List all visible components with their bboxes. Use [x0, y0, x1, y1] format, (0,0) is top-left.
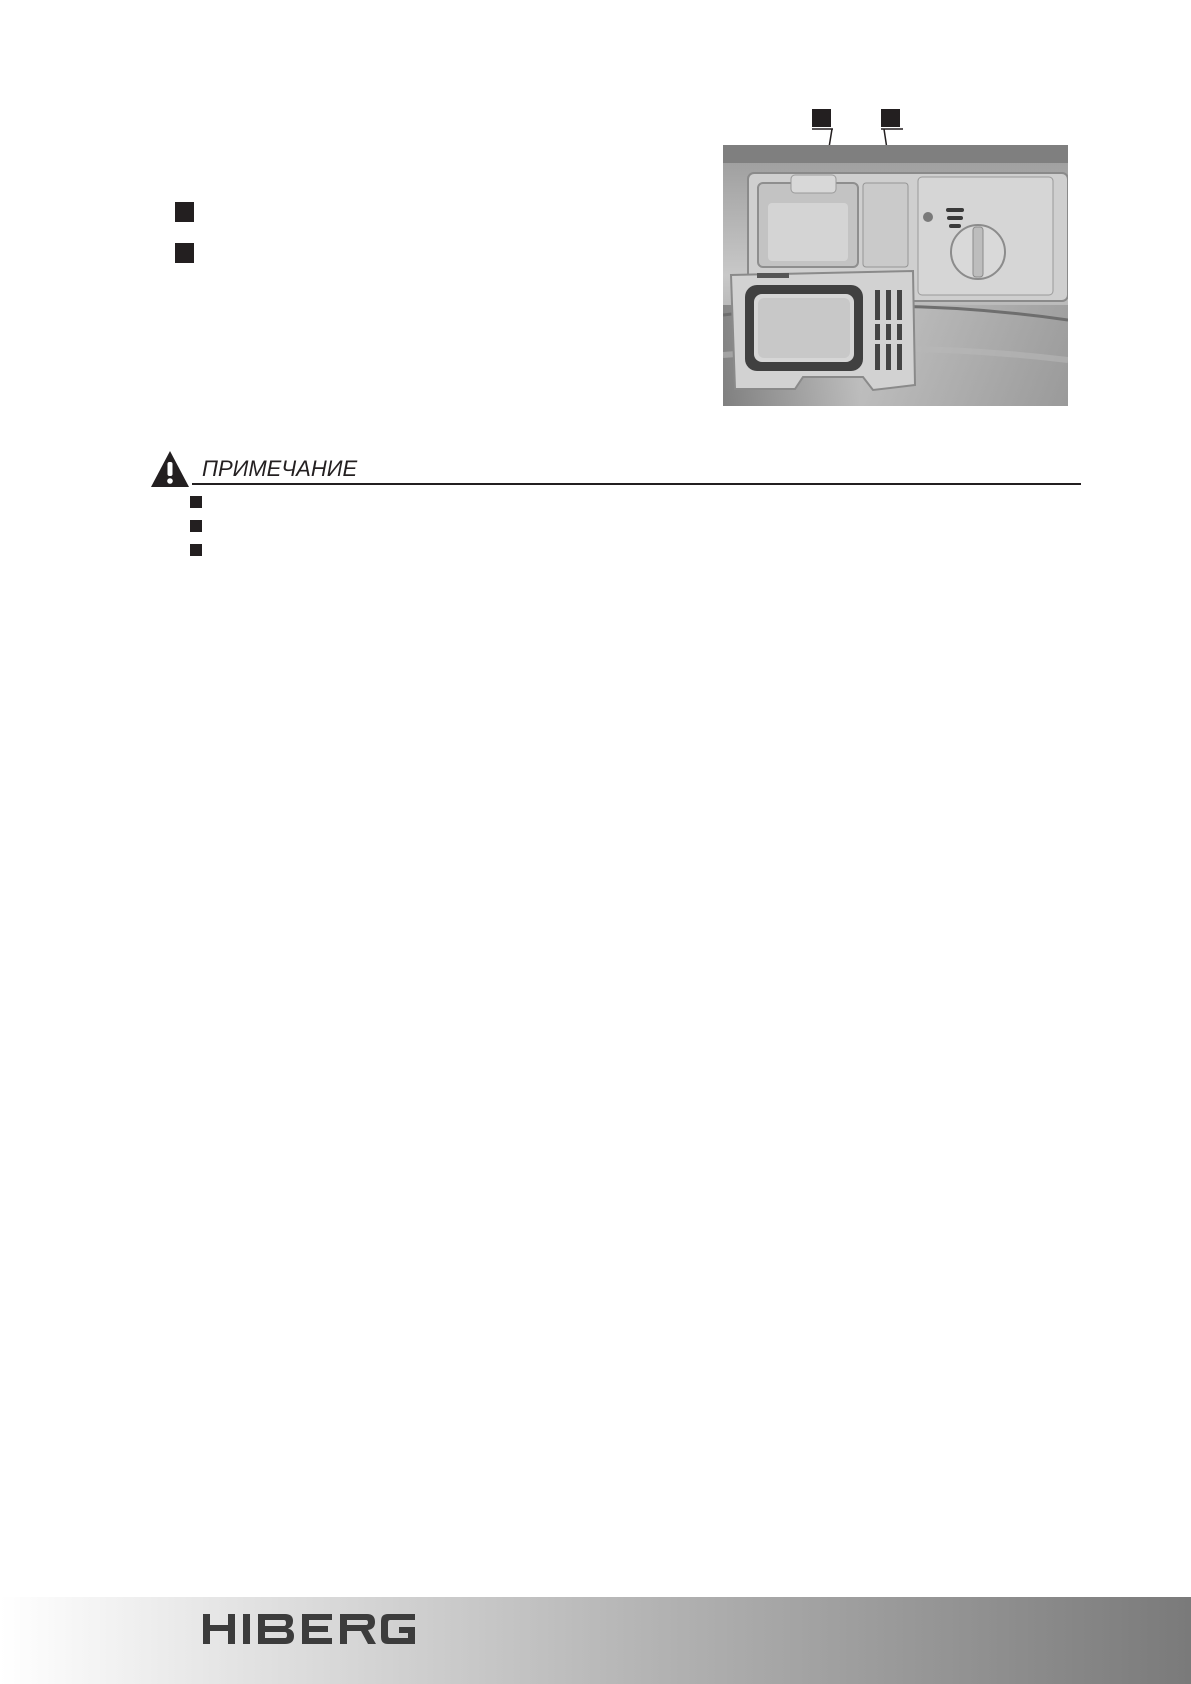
warning-triangle-icon: [150, 450, 190, 488]
note-bullet-3: [190, 544, 202, 556]
note-bullet-1: [190, 496, 202, 508]
note-heading-rule: [192, 483, 1081, 485]
dispenser-photo: [723, 145, 1068, 406]
note-bullet-2: [190, 520, 202, 532]
brand-logo: [203, 1614, 415, 1644]
footer-bar: [0, 1597, 1191, 1684]
note-heading: ПРИМЕЧАНИЕ: [202, 456, 358, 481]
